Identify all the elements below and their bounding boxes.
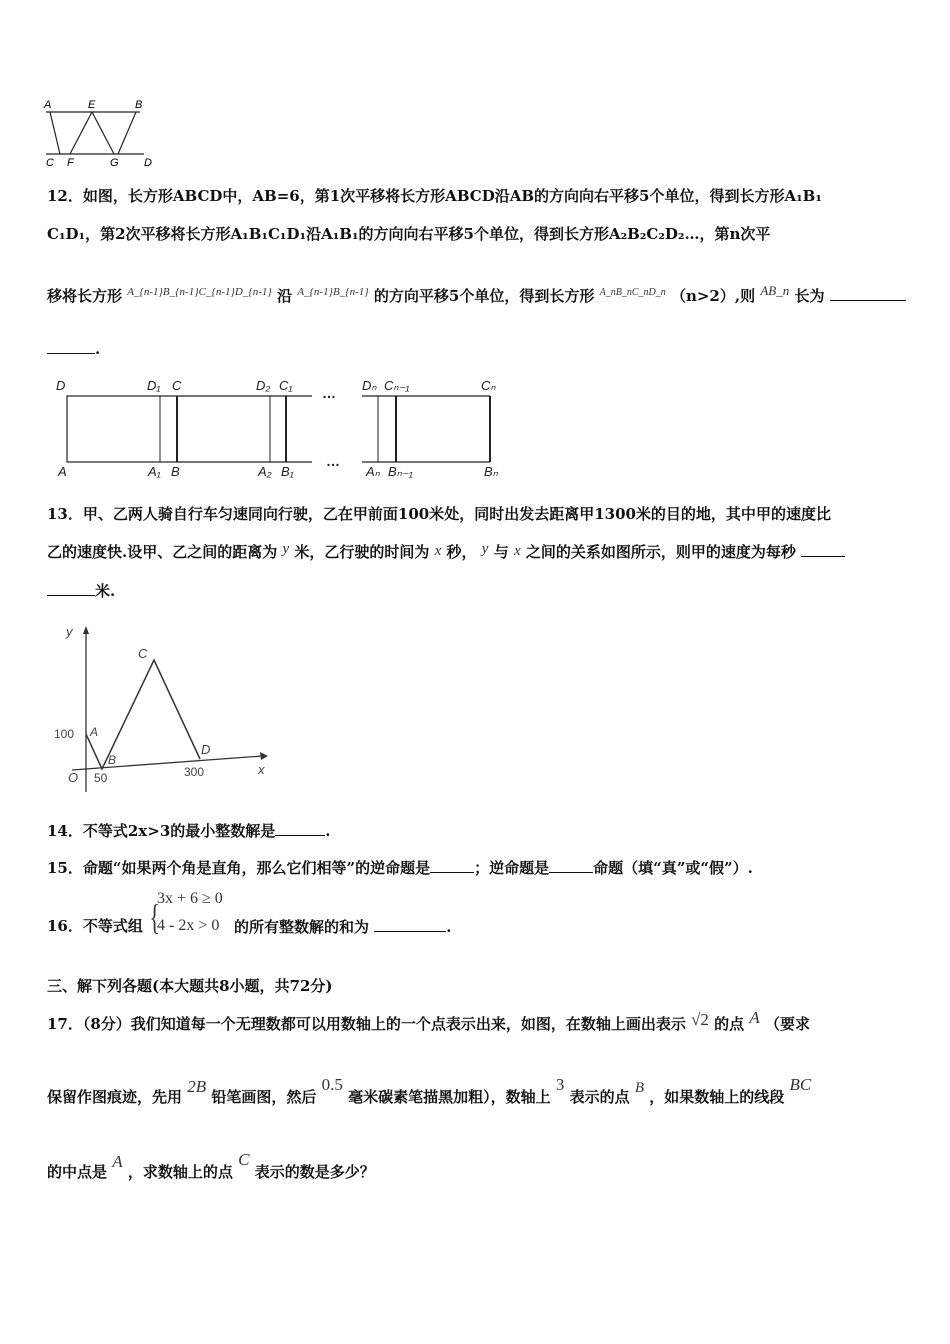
nth-rectangles — [362, 396, 490, 462]
q12-ab-n: AB_n — [760, 283, 790, 298]
q14-line — [47, 820, 331, 841]
label-top-cn1: Cₙ₋₁ — [384, 378, 410, 393]
segment-ef — [70, 112, 92, 154]
q16-eq1: 3x + 6 ≥ 0 — [157, 890, 223, 907]
tick-100: 100 — [54, 727, 75, 741]
q13-line1: 13．甲、乙两人骑自行车匀速同向行驶，乙在甲前面100米处，同时出发去距离甲1300米的目的地，其中甲的速度比 — [47, 505, 831, 523]
q12-text-d: （n>2）,则 — [670, 287, 756, 305]
q17-text-b: 的点 — [714, 1015, 745, 1033]
x-axis — [72, 756, 262, 770]
graph-line — [86, 660, 200, 769]
point-d-label: D — [201, 742, 211, 757]
q17-line1 — [47, 1008, 811, 1034]
label-bot-ellipsis: … — [326, 453, 340, 469]
q13-var-y2: y — [481, 541, 489, 557]
q13-end: 米. — [95, 582, 116, 600]
parallel-lines-figure — [40, 98, 165, 170]
q17-text-a: 17．（8分）我们知道每一个无理数都可以用数轴上的一个点表示出来，如图，在数轴上画出表示 — [47, 1015, 686, 1033]
q13-answer-blank-cont[interactable] — [47, 580, 95, 596]
first-rectangles — [67, 396, 312, 462]
label-a: A — [44, 99, 52, 111]
label-top-dn: Dₙ — [362, 378, 377, 393]
q15-text-b: ；逆命题是 — [474, 859, 550, 877]
label-b: B — [135, 99, 143, 111]
q12-text-b: 沿 — [277, 287, 293, 305]
q13-var-x2: x — [513, 543, 521, 559]
label-bot-bn1: Bₙ₋₁ — [388, 464, 413, 479]
q17-point-a: A — [749, 1008, 760, 1027]
label-top-c: C — [172, 378, 182, 393]
q17-text-c: （要求 — [765, 1015, 811, 1033]
label-d: D — [144, 157, 152, 169]
q17-line2 — [47, 1075, 812, 1108]
label-bot-b1: B₁ — [281, 464, 294, 479]
q16-text-b: 的所有整数解的和为 — [234, 918, 370, 936]
q12-text-c: 的方向平移5个单位，得到长方形 — [373, 287, 595, 305]
label-e: E — [88, 99, 96, 111]
x-axis-arrow — [260, 752, 268, 760]
q12-rect-prev: A_{n-1}B_{n-1}C_{n-1}D_{n-1} — [127, 286, 272, 298]
q13-var-y: y — [282, 541, 290, 557]
rectangles-figure — [50, 372, 520, 484]
q17-line3 — [47, 1150, 375, 1182]
point-a-label: A — [90, 725, 99, 739]
label-top-d2: D₂ — [256, 378, 271, 393]
point-c-label: C — [138, 646, 148, 661]
q16-answer-blank[interactable] — [374, 916, 446, 932]
q14-end: . — [325, 822, 331, 840]
q15-answer-blank-1[interactable] — [430, 857, 474, 873]
q17-pen: 0.5 — [321, 1075, 343, 1094]
q12-rect-n: A_nB_nC_nD_n — [599, 287, 666, 298]
q13-text-c: 秒， — [446, 543, 477, 561]
label-top-ellipsis: … — [322, 385, 336, 401]
label-bot-bn: Bₙ — [484, 464, 498, 479]
q15-answer-blank-2[interactable] — [549, 857, 593, 873]
q17-text-d: 保留作图痕迹，先用 — [47, 1088, 183, 1106]
q12-line2: C₁D₁，第2次平移将长方形A₁B₁C₁D₁沿A₁B₁的方向向右平移5个单位，得到长方形A₂B₂C₂D₂…，第n次平 — [47, 225, 771, 243]
label-f: F — [67, 157, 74, 169]
q17-text-e: 铅笔画图，然后 — [211, 1088, 317, 1106]
q13-text-b: 米，乙行驶的时间为 — [294, 543, 430, 561]
q16-system-brace: { — [149, 897, 160, 937]
q13-text-a: 乙的速度快.设甲、乙之间的距离为 — [47, 543, 278, 561]
q14-text: 14．不等式2x>3的最小整数解是 — [47, 822, 276, 840]
q17-three: 3 — [555, 1075, 565, 1094]
q14-answer-blank[interactable] — [275, 820, 325, 836]
q15-text-c: 命题（填“真”或“假”）. — [593, 859, 753, 877]
q17-point-b: B — [634, 1080, 645, 1096]
q17-text-g: 表示的点 — [569, 1088, 630, 1106]
q13-text-e: 之间的关系如图所示，则甲的速度为每秒 — [525, 543, 796, 561]
segment-ac — [50, 112, 60, 154]
label-bot-an: Aₙ — [366, 464, 380, 479]
tick-300: 300 — [184, 765, 205, 779]
label-c: C — [46, 157, 54, 169]
q12-answer-blank-cont[interactable] — [47, 338, 95, 354]
q17-point-c: C — [238, 1150, 250, 1169]
label-bot-a2: A₂ — [258, 464, 272, 479]
q17-text-f: 毫米碳素笔描黑加粗），数轴上 — [348, 1088, 551, 1106]
label-bot-b: B — [171, 464, 180, 479]
q13-text-d: 与 — [493, 543, 509, 561]
q12-end: . — [95, 340, 101, 358]
q12-line1: 12．如图，长方形ABCD中，AB=6，第1次平移将长方形ABCD沿AB的方向向右平移5个单位，得到长方形A₁B₁ — [47, 187, 822, 205]
q16-eq2: 4 - 2x > 0 — [157, 917, 220, 934]
q17-point-a2: A — [112, 1152, 123, 1171]
q12-text-e: 长为 — [794, 287, 825, 305]
q12-side-prev: A_{n-1}B_{n-1} — [297, 286, 369, 298]
q12-text-a: 移将长方形 — [47, 287, 123, 305]
label-top-cn: Cₙ — [481, 378, 496, 393]
q15-line — [47, 857, 753, 878]
axis-x-label: x — [258, 762, 265, 777]
q13-line3 — [47, 580, 115, 601]
q13-var-x: x — [434, 543, 442, 559]
segment-eg — [92, 112, 114, 154]
tick-50: 50 — [94, 771, 108, 785]
q17-pencil: 2B — [187, 1077, 207, 1096]
y-axis-arrow — [83, 626, 89, 634]
q16-tail — [234, 916, 451, 937]
q16-end: . — [446, 918, 452, 936]
section-3-title: 三、解下列各题(本大题共8小题，共72分) — [47, 977, 333, 995]
label-top-c1: C₁ — [279, 378, 293, 393]
point-b-label: B — [108, 753, 117, 767]
label-bot-a1: A₁ — [148, 464, 161, 479]
q17-segment-bc: BC — [789, 1075, 812, 1094]
q17-sqrt2: √2 — [691, 1010, 709, 1029]
q13-line2 — [47, 541, 845, 563]
q17-text-i: 的中点是 — [47, 1163, 108, 1181]
label-top-d: D — [56, 378, 66, 393]
q17-text-h: ，如果数轴上的线段 — [649, 1088, 785, 1106]
q12-line4 — [47, 338, 100, 359]
axis-y-label: y — [66, 624, 73, 639]
q12-line3 — [47, 285, 906, 309]
distance-time-graph — [50, 620, 280, 800]
q13-answer-blank[interactable] — [801, 541, 845, 557]
origin-label: O — [68, 770, 79, 785]
label-top-d1: D₁ — [147, 378, 161, 393]
q17-text-k: 表示的数是多少？ — [254, 1163, 375, 1181]
segment-bg — [118, 112, 136, 154]
label-g: G — [110, 157, 119, 169]
q17-text-j: ，求数轴上的点 — [127, 1163, 233, 1181]
q12-answer-blank[interactable] — [830, 285, 906, 301]
label-bot-a: A — [58, 464, 67, 479]
q16-label: 16．不等式组 — [47, 917, 143, 935]
q15-text-a: 15．命题“如果两个角是直角，那么它们相等”的逆命题是 — [47, 859, 431, 877]
